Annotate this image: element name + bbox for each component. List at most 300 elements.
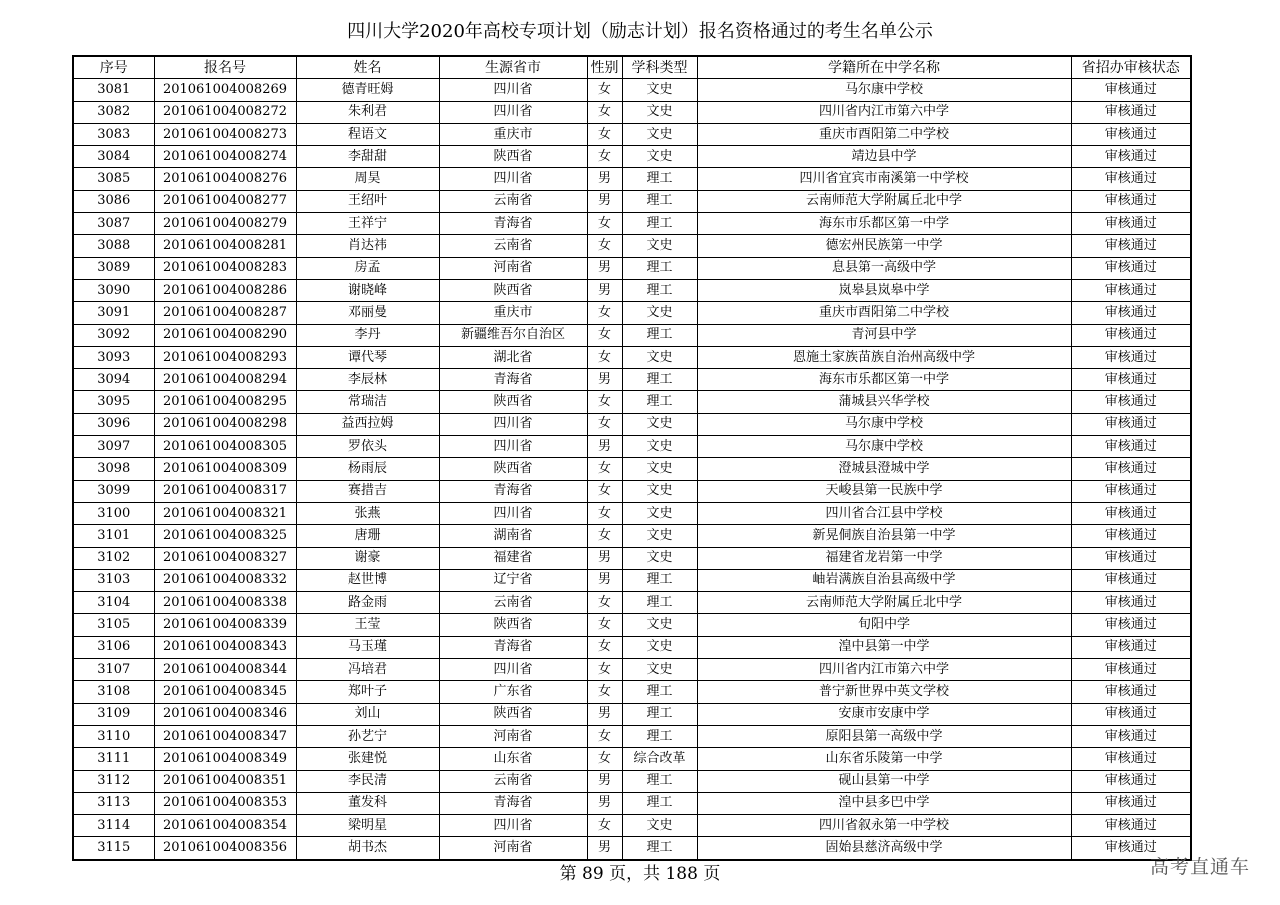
table-row bbox=[73, 324, 1191, 346]
cell-school-name: 海东市乐都区第一中学 bbox=[697, 213, 1071, 235]
cell-origin-province: 广东省 bbox=[439, 681, 587, 703]
column-header-gender: 性别 bbox=[587, 56, 622, 79]
cell-gender: 女 bbox=[587, 614, 622, 636]
table-row bbox=[73, 436, 1191, 458]
cell-subject-type: 理工 bbox=[622, 725, 697, 747]
cell-school-name: 马尔康中学校 bbox=[697, 436, 1071, 458]
table-row bbox=[73, 190, 1191, 212]
table-row bbox=[73, 302, 1191, 324]
table-row bbox=[73, 346, 1191, 368]
table-row bbox=[73, 614, 1191, 636]
cell-origin-province: 陕西省 bbox=[439, 703, 587, 725]
cell-review-status: 审核通过 bbox=[1071, 146, 1191, 168]
cell-serial-number: 3090 bbox=[73, 279, 154, 301]
cell-gender: 女 bbox=[587, 213, 622, 235]
table-row bbox=[73, 592, 1191, 614]
cell-review-status: 审核通过 bbox=[1071, 279, 1191, 301]
cell-gender: 女 bbox=[587, 525, 622, 547]
cell-school-name: 重庆市酉阳第二中学校 bbox=[697, 123, 1071, 145]
cell-student-name: 唐珊 bbox=[296, 525, 439, 547]
cell-serial-number: 3093 bbox=[73, 346, 154, 368]
cell-student-name: 谢晓峰 bbox=[296, 279, 439, 301]
cell-review-status: 审核通过 bbox=[1071, 614, 1191, 636]
cell-school-name: 固始县慈济高级中学 bbox=[697, 837, 1071, 860]
cell-student-name: 王祥宁 bbox=[296, 213, 439, 235]
cell-gender: 女 bbox=[587, 502, 622, 524]
cell-gender: 女 bbox=[587, 413, 622, 435]
table-row bbox=[73, 547, 1191, 569]
cell-gender: 女 bbox=[587, 480, 622, 502]
cell-registration-number: 201061004008354 bbox=[154, 815, 296, 837]
cell-student-name: 冯培君 bbox=[296, 659, 439, 681]
cell-serial-number: 3097 bbox=[73, 436, 154, 458]
cell-gender: 男 bbox=[587, 569, 622, 591]
cell-subject-type: 文史 bbox=[622, 502, 697, 524]
cell-registration-number: 201061004008321 bbox=[154, 502, 296, 524]
cell-serial-number: 3105 bbox=[73, 614, 154, 636]
cell-origin-province: 四川省 bbox=[439, 815, 587, 837]
cell-registration-number: 201061004008347 bbox=[154, 725, 296, 747]
cell-registration-number: 201061004008294 bbox=[154, 369, 296, 391]
cell-subject-type: 理工 bbox=[622, 592, 697, 614]
cell-registration-number: 201061004008338 bbox=[154, 592, 296, 614]
cell-review-status: 审核通过 bbox=[1071, 636, 1191, 658]
cell-subject-type: 理工 bbox=[622, 190, 697, 212]
cell-registration-number: 201061004008287 bbox=[154, 302, 296, 324]
cell-review-status: 审核通过 bbox=[1071, 815, 1191, 837]
cell-serial-number: 3081 bbox=[73, 79, 154, 101]
cell-subject-type: 文史 bbox=[622, 636, 697, 658]
cell-registration-number: 201061004008351 bbox=[154, 770, 296, 792]
cell-origin-province: 云南省 bbox=[439, 592, 587, 614]
cell-student-name: 李丹 bbox=[296, 324, 439, 346]
cell-subject-type: 文史 bbox=[622, 123, 697, 145]
cell-student-name: 谭代琴 bbox=[296, 346, 439, 368]
cell-serial-number: 3111 bbox=[73, 748, 154, 770]
cell-gender: 女 bbox=[587, 346, 622, 368]
cell-school-name: 原阳县第一高级中学 bbox=[697, 725, 1071, 747]
cell-school-name: 安康市安康中学 bbox=[697, 703, 1071, 725]
document-title: 四川大学2020年高校专项计划（励志计划）报名资格通过的考生名单公示 bbox=[347, 21, 933, 42]
cell-subject-type: 文史 bbox=[622, 815, 697, 837]
cell-subject-type: 文史 bbox=[622, 659, 697, 681]
cell-subject-type: 理工 bbox=[622, 770, 697, 792]
cell-school-name: 海东市乐都区第一中学 bbox=[697, 369, 1071, 391]
cell-origin-province: 青海省 bbox=[439, 480, 587, 502]
cell-subject-type: 文史 bbox=[622, 302, 697, 324]
cell-school-name: 息县第一高级中学 bbox=[697, 257, 1071, 279]
cell-student-name: 王绍叶 bbox=[296, 190, 439, 212]
cell-school-name: 靖边县中学 bbox=[697, 146, 1071, 168]
cell-origin-province: 四川省 bbox=[439, 413, 587, 435]
table-row bbox=[73, 659, 1191, 681]
cell-origin-province: 陕西省 bbox=[439, 279, 587, 301]
cell-gender: 男 bbox=[587, 547, 622, 569]
cell-review-status: 审核通过 bbox=[1071, 525, 1191, 547]
cell-serial-number: 3096 bbox=[73, 413, 154, 435]
cell-gender: 男 bbox=[587, 279, 622, 301]
cell-registration-number: 201061004008269 bbox=[154, 79, 296, 101]
cell-subject-type: 理工 bbox=[622, 257, 697, 279]
cell-origin-province: 陕西省 bbox=[439, 391, 587, 413]
cell-school-name: 澄城县澄城中学 bbox=[697, 458, 1071, 480]
table-row bbox=[73, 391, 1191, 413]
cell-review-status: 审核通过 bbox=[1071, 79, 1191, 101]
cell-registration-number: 201061004008349 bbox=[154, 748, 296, 770]
cell-subject-type: 理工 bbox=[622, 792, 697, 814]
cell-serial-number: 3112 bbox=[73, 770, 154, 792]
cell-student-name: 李甜甜 bbox=[296, 146, 439, 168]
cell-gender: 男 bbox=[587, 792, 622, 814]
cell-review-status: 审核通过 bbox=[1071, 659, 1191, 681]
cell-registration-number: 201061004008317 bbox=[154, 480, 296, 502]
cell-school-name: 旬阳中学 bbox=[697, 614, 1071, 636]
cell-registration-number: 201061004008344 bbox=[154, 659, 296, 681]
table-row bbox=[73, 369, 1191, 391]
cell-origin-province: 辽宁省 bbox=[439, 569, 587, 591]
cell-gender: 女 bbox=[587, 235, 622, 257]
cell-registration-number: 201061004008339 bbox=[154, 614, 296, 636]
cell-registration-number: 201061004008279 bbox=[154, 213, 296, 235]
cell-gender: 女 bbox=[587, 815, 622, 837]
cell-school-name: 重庆市酉阳第二中学校 bbox=[697, 302, 1071, 324]
cell-student-name: 李辰林 bbox=[296, 369, 439, 391]
cell-review-status: 审核通过 bbox=[1071, 257, 1191, 279]
cell-serial-number: 3113 bbox=[73, 792, 154, 814]
cell-review-status: 审核通过 bbox=[1071, 748, 1191, 770]
cell-gender: 男 bbox=[587, 436, 622, 458]
table-row bbox=[73, 569, 1191, 591]
cell-gender: 女 bbox=[587, 681, 622, 703]
cell-school-name: 四川省叙永第一中学校 bbox=[697, 815, 1071, 837]
cell-review-status: 审核通过 bbox=[1071, 391, 1191, 413]
cell-registration-number: 201061004008343 bbox=[154, 636, 296, 658]
cell-school-name: 云南师范大学附属丘北中学 bbox=[697, 190, 1071, 212]
cell-school-name: 新晃侗族自治县第一中学 bbox=[697, 525, 1071, 547]
table-row bbox=[73, 79, 1191, 101]
cell-gender: 女 bbox=[587, 302, 622, 324]
cell-serial-number: 3092 bbox=[73, 324, 154, 346]
cell-review-status: 审核通过 bbox=[1071, 302, 1191, 324]
table-row bbox=[73, 725, 1191, 747]
cell-origin-province: 陕西省 bbox=[439, 458, 587, 480]
candidate-table bbox=[72, 55, 1192, 861]
cell-origin-province: 云南省 bbox=[439, 770, 587, 792]
cell-student-name: 程语文 bbox=[296, 123, 439, 145]
cell-student-name: 胡书杰 bbox=[296, 837, 439, 860]
cell-subject-type: 文史 bbox=[622, 79, 697, 101]
cell-gender: 女 bbox=[587, 123, 622, 145]
cell-origin-province: 重庆市 bbox=[439, 123, 587, 145]
table-row bbox=[73, 815, 1191, 837]
cell-review-status: 审核通过 bbox=[1071, 770, 1191, 792]
cell-subject-type: 理工 bbox=[622, 279, 697, 301]
cell-serial-number: 3109 bbox=[73, 703, 154, 725]
cell-serial-number: 3095 bbox=[73, 391, 154, 413]
cell-registration-number: 201061004008273 bbox=[154, 123, 296, 145]
cell-gender: 女 bbox=[587, 324, 622, 346]
cell-subject-type: 理工 bbox=[622, 213, 697, 235]
cell-review-status: 审核通过 bbox=[1071, 190, 1191, 212]
cell-registration-number: 201061004008277 bbox=[154, 190, 296, 212]
cell-school-name: 天峻县第一民族中学 bbox=[697, 480, 1071, 502]
cell-student-name: 周昊 bbox=[296, 168, 439, 190]
cell-student-name: 赵世博 bbox=[296, 569, 439, 591]
table-row bbox=[73, 413, 1191, 435]
cell-school-name: 湟中县第一中学 bbox=[697, 636, 1071, 658]
cell-gender: 男 bbox=[587, 837, 622, 860]
cell-origin-province: 四川省 bbox=[439, 101, 587, 123]
cell-review-status: 审核通过 bbox=[1071, 480, 1191, 502]
cell-serial-number: 3084 bbox=[73, 146, 154, 168]
cell-student-name: 房孟 bbox=[296, 257, 439, 279]
cell-origin-province: 四川省 bbox=[439, 502, 587, 524]
cell-gender: 女 bbox=[587, 592, 622, 614]
cell-origin-province: 福建省 bbox=[439, 547, 587, 569]
column-header-student-name: 姓名 bbox=[296, 56, 439, 79]
cell-subject-type: 文史 bbox=[622, 525, 697, 547]
table-row bbox=[73, 123, 1191, 145]
table-row bbox=[73, 681, 1191, 703]
cell-review-status: 审核通过 bbox=[1071, 436, 1191, 458]
cell-school-name: 云南师范大学附属丘北中学 bbox=[697, 592, 1071, 614]
cell-student-name: 李民清 bbox=[296, 770, 439, 792]
cell-school-name: 蒲城县兴华学校 bbox=[697, 391, 1071, 413]
cell-subject-type: 理工 bbox=[622, 369, 697, 391]
table-row bbox=[73, 525, 1191, 547]
cell-origin-province: 新疆维吾尔自治区 bbox=[439, 324, 587, 346]
cell-review-status: 审核通过 bbox=[1071, 413, 1191, 435]
cell-review-status: 审核通过 bbox=[1071, 569, 1191, 591]
cell-serial-number: 3087 bbox=[73, 213, 154, 235]
cell-subject-type: 文史 bbox=[622, 614, 697, 636]
cell-serial-number: 3106 bbox=[73, 636, 154, 658]
cell-gender: 男 bbox=[587, 703, 622, 725]
cell-serial-number: 3108 bbox=[73, 681, 154, 703]
cell-subject-type: 文史 bbox=[622, 547, 697, 569]
cell-school-name: 福建省龙岩第一中学 bbox=[697, 547, 1071, 569]
watermark-logo: 高考直通车 bbox=[1149, 856, 1250, 878]
cell-school-name: 砚山县第一中学 bbox=[697, 770, 1071, 792]
cell-origin-province: 四川省 bbox=[439, 659, 587, 681]
cell-school-name: 马尔康中学校 bbox=[697, 413, 1071, 435]
cell-school-name: 岫岩满族自治县高级中学 bbox=[697, 569, 1071, 591]
cell-student-name: 德青旺姆 bbox=[296, 79, 439, 101]
cell-student-name: 孙艺宁 bbox=[296, 725, 439, 747]
cell-serial-number: 3104 bbox=[73, 592, 154, 614]
cell-review-status: 审核通过 bbox=[1071, 592, 1191, 614]
cell-student-name: 杨雨辰 bbox=[296, 458, 439, 480]
table-row bbox=[73, 502, 1191, 524]
cell-student-name: 张燕 bbox=[296, 502, 439, 524]
cell-origin-province: 陕西省 bbox=[439, 146, 587, 168]
cell-review-status: 审核通过 bbox=[1071, 681, 1191, 703]
cell-school-name: 青河县中学 bbox=[697, 324, 1071, 346]
cell-subject-type: 文史 bbox=[622, 235, 697, 257]
cell-review-status: 审核通过 bbox=[1071, 346, 1191, 368]
cell-review-status: 审核通过 bbox=[1071, 168, 1191, 190]
cell-review-status: 审核通过 bbox=[1071, 792, 1191, 814]
cell-registration-number: 201061004008332 bbox=[154, 569, 296, 591]
table-row bbox=[73, 480, 1191, 502]
cell-registration-number: 201061004008298 bbox=[154, 413, 296, 435]
cell-origin-province: 河南省 bbox=[439, 837, 587, 860]
table-row bbox=[73, 458, 1191, 480]
cell-registration-number: 201061004008356 bbox=[154, 837, 296, 860]
cell-student-name: 王莹 bbox=[296, 614, 439, 636]
cell-gender: 男 bbox=[587, 168, 622, 190]
cell-registration-number: 201061004008309 bbox=[154, 458, 296, 480]
cell-serial-number: 3088 bbox=[73, 235, 154, 257]
cell-review-status: 审核通过 bbox=[1071, 703, 1191, 725]
cell-registration-number: 201061004008272 bbox=[154, 101, 296, 123]
cell-origin-province: 云南省 bbox=[439, 235, 587, 257]
cell-review-status: 审核通过 bbox=[1071, 458, 1191, 480]
page-number: 第 89 页，共 188 页 bbox=[559, 864, 721, 884]
cell-origin-province: 四川省 bbox=[439, 79, 587, 101]
table-row bbox=[73, 703, 1191, 725]
cell-review-status: 审核通过 bbox=[1071, 324, 1191, 346]
table-row bbox=[73, 213, 1191, 235]
cell-school-name: 岚皋县岚皋中学 bbox=[697, 279, 1071, 301]
cell-origin-province: 山东省 bbox=[439, 748, 587, 770]
cell-origin-province: 湖南省 bbox=[439, 525, 587, 547]
cell-gender: 男 bbox=[587, 190, 622, 212]
cell-serial-number: 3115 bbox=[73, 837, 154, 860]
cell-origin-province: 陕西省 bbox=[439, 614, 587, 636]
cell-subject-type: 理工 bbox=[622, 391, 697, 413]
table-row bbox=[73, 235, 1191, 257]
cell-registration-number: 201061004008327 bbox=[154, 547, 296, 569]
cell-subject-type: 文史 bbox=[622, 458, 697, 480]
cell-serial-number: 3083 bbox=[73, 123, 154, 145]
cell-gender: 女 bbox=[587, 391, 622, 413]
column-header-serial-number: 序号 bbox=[73, 56, 154, 79]
cell-student-name: 益西拉姆 bbox=[296, 413, 439, 435]
table-row bbox=[73, 279, 1191, 301]
cell-serial-number: 3100 bbox=[73, 502, 154, 524]
cell-review-status: 审核通过 bbox=[1071, 547, 1191, 569]
cell-review-status: 审核通过 bbox=[1071, 369, 1191, 391]
cell-student-name: 朱利君 bbox=[296, 101, 439, 123]
cell-student-name: 罗依头 bbox=[296, 436, 439, 458]
cell-school-name: 恩施土家族苗族自治州高级中学 bbox=[697, 346, 1071, 368]
cell-gender: 女 bbox=[587, 725, 622, 747]
cell-school-name: 四川省宜宾市南溪第一中学校 bbox=[697, 168, 1071, 190]
cell-serial-number: 3098 bbox=[73, 458, 154, 480]
cell-student-name: 刘山 bbox=[296, 703, 439, 725]
cell-subject-type: 综合改革 bbox=[622, 748, 697, 770]
cell-subject-type: 理工 bbox=[622, 703, 697, 725]
table-row bbox=[73, 101, 1191, 123]
cell-origin-province: 四川省 bbox=[439, 168, 587, 190]
cell-gender: 女 bbox=[587, 146, 622, 168]
cell-registration-number: 201061004008276 bbox=[154, 168, 296, 190]
cell-review-status: 审核通过 bbox=[1071, 502, 1191, 524]
table-row bbox=[73, 770, 1191, 792]
cell-registration-number: 201061004008353 bbox=[154, 792, 296, 814]
cell-school-name: 四川省内江市第六中学 bbox=[697, 659, 1071, 681]
cell-school-name: 山东省乐陵第一中学 bbox=[697, 748, 1071, 770]
cell-school-name: 普宁新世界中英文学校 bbox=[697, 681, 1071, 703]
cell-origin-province: 云南省 bbox=[439, 190, 587, 212]
cell-registration-number: 201061004008346 bbox=[154, 703, 296, 725]
cell-serial-number: 3103 bbox=[73, 569, 154, 591]
table-row bbox=[73, 257, 1191, 279]
cell-gender: 女 bbox=[587, 636, 622, 658]
cell-subject-type: 文史 bbox=[622, 480, 697, 502]
cell-review-status: 审核通过 bbox=[1071, 235, 1191, 257]
cell-subject-type: 文史 bbox=[622, 346, 697, 368]
table-row bbox=[73, 748, 1191, 770]
cell-school-name: 湟中县多巴中学 bbox=[697, 792, 1071, 814]
cell-gender: 男 bbox=[587, 369, 622, 391]
cell-registration-number: 201061004008281 bbox=[154, 235, 296, 257]
cell-subject-type: 理工 bbox=[622, 168, 697, 190]
column-header-school-name: 学籍所在中学名称 bbox=[697, 56, 1071, 79]
cell-serial-number: 3082 bbox=[73, 101, 154, 123]
cell-registration-number: 201061004008293 bbox=[154, 346, 296, 368]
cell-student-name: 马玉瑾 bbox=[296, 636, 439, 658]
cell-subject-type: 理工 bbox=[622, 569, 697, 591]
cell-review-status: 审核通过 bbox=[1071, 213, 1191, 235]
cell-registration-number: 201061004008286 bbox=[154, 279, 296, 301]
cell-origin-province: 河南省 bbox=[439, 257, 587, 279]
cell-school-name: 德宏州民族第一中学 bbox=[697, 235, 1071, 257]
cell-student-name: 谢豪 bbox=[296, 547, 439, 569]
cell-registration-number: 201061004008295 bbox=[154, 391, 296, 413]
column-header-subject-type: 学科类型 bbox=[622, 56, 697, 79]
cell-school-name: 四川省内江市第六中学 bbox=[697, 101, 1071, 123]
cell-review-status: 审核通过 bbox=[1071, 123, 1191, 145]
cell-gender: 女 bbox=[587, 659, 622, 681]
cell-registration-number: 201061004008274 bbox=[154, 146, 296, 168]
cell-school-name: 马尔康中学校 bbox=[697, 79, 1071, 101]
cell-review-status: 审核通过 bbox=[1071, 725, 1191, 747]
cell-origin-province: 青海省 bbox=[439, 792, 587, 814]
cell-origin-province: 青海省 bbox=[439, 369, 587, 391]
cell-origin-province: 重庆市 bbox=[439, 302, 587, 324]
cell-origin-province: 湖北省 bbox=[439, 346, 587, 368]
cell-registration-number: 201061004008345 bbox=[154, 681, 296, 703]
cell-student-name: 肖达祎 bbox=[296, 235, 439, 257]
cell-student-name: 赛措吉 bbox=[296, 480, 439, 502]
cell-origin-province: 青海省 bbox=[439, 636, 587, 658]
cell-student-name: 张建悦 bbox=[296, 748, 439, 770]
cell-serial-number: 3102 bbox=[73, 547, 154, 569]
cell-gender: 女 bbox=[587, 458, 622, 480]
cell-gender: 女 bbox=[587, 79, 622, 101]
cell-gender: 女 bbox=[587, 748, 622, 770]
cell-serial-number: 3091 bbox=[73, 302, 154, 324]
table-row bbox=[73, 146, 1191, 168]
cell-gender: 女 bbox=[587, 101, 622, 123]
cell-serial-number: 3101 bbox=[73, 525, 154, 547]
cell-serial-number: 3085 bbox=[73, 168, 154, 190]
cell-subject-type: 文史 bbox=[622, 413, 697, 435]
table-row bbox=[73, 792, 1191, 814]
table-body bbox=[73, 79, 1191, 860]
cell-subject-type: 文史 bbox=[622, 436, 697, 458]
cell-subject-type: 理工 bbox=[622, 681, 697, 703]
cell-origin-province: 四川省 bbox=[439, 436, 587, 458]
cell-gender: 男 bbox=[587, 770, 622, 792]
cell-registration-number: 201061004008290 bbox=[154, 324, 296, 346]
table-row bbox=[73, 636, 1191, 658]
cell-registration-number: 201061004008325 bbox=[154, 525, 296, 547]
cell-serial-number: 3086 bbox=[73, 190, 154, 212]
cell-subject-type: 理工 bbox=[622, 324, 697, 346]
